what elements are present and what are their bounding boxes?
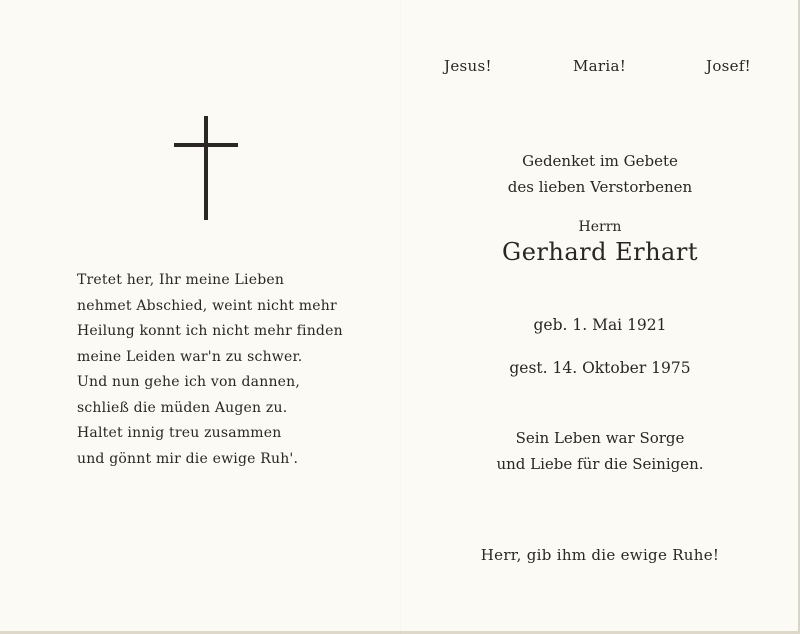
saying [420,425,780,477]
poem-line: Und nun gehe ich von dannen, [77,374,301,390]
death-date: gest. 14. Oktober 1975 [509,359,691,377]
poem-line: meine Leiden war'n zu schwer. [77,348,303,365]
poem-line: schließ die müden Augen zu. [77,399,288,416]
invocation-jesus: Jesus! [444,57,492,75]
poem-line: nehmet Abschied, weint nicht mehr [77,297,337,314]
poem-line: Heilung konnt ich nicht mehr finden [77,323,343,339]
saying-line-2: und Liebe für die Seinigen. [496,455,704,473]
remembrance-text [420,148,780,200]
closing-prayer: Herr, gib ihm die ewige Ruhe! [480,546,720,564]
salutation: Herrn [578,219,622,235]
poem-line: Tretet her, Ihr meine Lieben [77,272,285,288]
poem-line: Haltet innig treu zusammen [77,425,282,441]
invocation-maria: Maria! [573,57,627,75]
card-fold [400,0,401,634]
saying-line-1: Sein Leben war Sorge [515,429,685,447]
cross-vertical-bar [204,116,208,220]
deceased-name: Gerhard Erhart [502,238,698,266]
remembrance-line-1: Gedenket im Gebete [522,152,678,170]
poem-line: und gönnt mir die ewige Ruh'. [77,450,299,467]
cross-icon [174,116,238,220]
poem [77,268,377,472]
birth-date: geb. 1. Mai 1921 [533,316,667,334]
invocation-josef: Josef! [706,57,751,75]
remembrance-line-2: des lieben Verstorbenen [507,178,693,196]
cross-horizontal-bar [174,143,238,147]
